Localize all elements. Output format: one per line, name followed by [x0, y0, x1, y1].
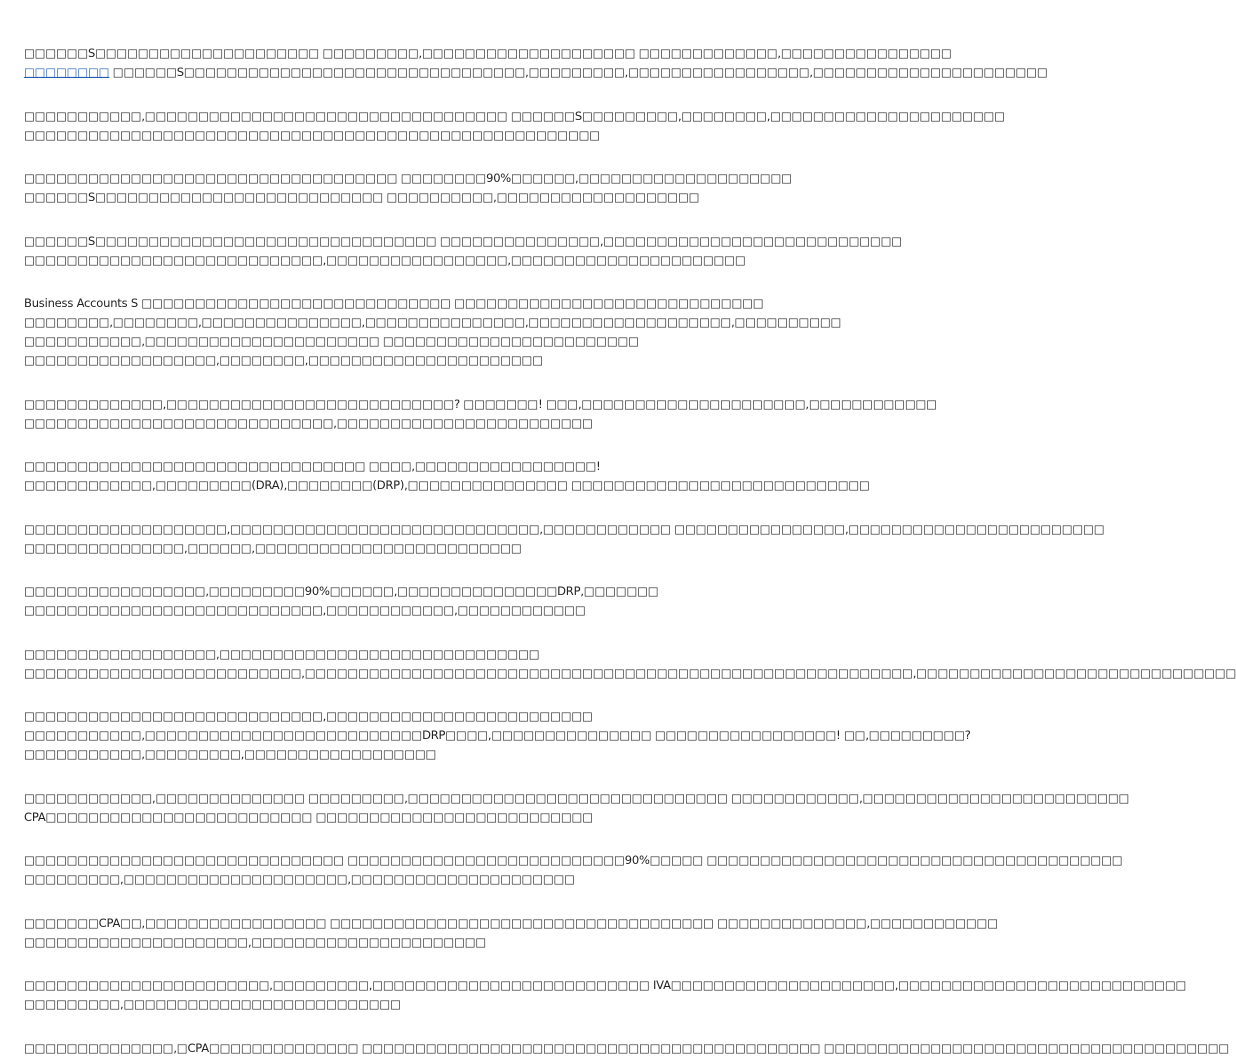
text-line: [24, 107, 1005, 126]
line-text: □□□□□□□□□□□,□□□□□□□□□□□□□□□□□□□□□□□□□□□□□□□□□□ □□□□□□S□□□□□□□□□,□□□□□□□□,□□□□□□□□□□□□□□□□□□□□□□: [24, 108, 1005, 123]
line-text: □□□□□□□□□□□□□□□□□□,□□□□□□□□□□□□□□□□□□□□□□□□□□□□□□: [24, 646, 540, 661]
text-line: [24, 351, 684, 370]
text-line: [24, 601, 684, 620]
text-line: [24, 582, 684, 601]
paragraph: [24, 707, 971, 764]
paragraph: [24, 645, 1236, 683]
line-text: □□□□□□□□□□□□□□□□□□□,□□□□□□□□□□□□□□□□□□□□□□□□□□□□□,□□□□□□□□□□□□ □□□□□□□□□□□□□□□□,□□□□□□□□□□□□□□□□□□□□□□□□: [24, 521, 1105, 536]
line-text: □□□□□□□□□□□□□□□□□□□□□□□□□□□□□□□□□□□ □□□□□□□□90%□□□□□□,□□□□□□□□□□□□□□□□□□□□: [24, 171, 792, 185]
line-text: □□□□□□□□□□□□□□□□□□□□□□□□□□□□□,□□□□□□□□□□□□□□□□□□□□□□□□: [24, 415, 593, 430]
text-line: [24, 313, 842, 332]
paragraph: [24, 1039, 1230, 1058]
line-text: □□□□□□S□□□□□□□□□□□□□□□□□□□□□□□□□□□□□□□□ □□□□□□□□□□□□□□□,□□□□□□□□□□□□□□□□□□□□□□□□□□□□: [24, 233, 902, 248]
line-text: CPA□□□□□□□□□□□□□□□□□□□□□□□□□ □□□□□□□□□□□□□□□□□□□□□□□□□□: [24, 809, 593, 824]
text-line: [24, 745, 684, 764]
text-line: [24, 251, 746, 270]
line-text: □□□□□□□□□□□□□□□□□□□□□□□□□□□□,□□□□□□□□□□□□□□□□□□□□□□□□□: [24, 709, 593, 723]
text-line: [24, 63, 1048, 82]
text-line: [24, 976, 1187, 995]
text-line: [24, 995, 684, 1014]
text-line: [24, 126, 684, 145]
paragraph: [24, 395, 937, 433]
text-line: [24, 914, 998, 933]
line-text: □□□□□□□□□□□,□□□□□□□□□□□□□□□□□□□□□□□□□□DRP□□□□,□□□□□□□□□□□□□□□ □□□□□□□□□□□□□□□□□! □□,□□□□□□□□□?: [24, 728, 971, 742]
paragraph: [24, 851, 1123, 889]
line-text: □□□□□□□□□□□□□□□□□□□□□□□□□□□□□□□□ □□□□,□□□□□□□□□□□□□□□□□!: [24, 459, 601, 473]
paragraph: [24, 457, 870, 495]
line-text: □□□□□□□□□□□□,□□□□□□□□□□□□□□ □□□□□□□□□,□□□□□□□□□□□□□□□□□□□□□□□□□□□□□□ □□□□□□□□□□□□,□□□□□□□□□□□□□□□□□□□□□□□□□: [24, 790, 1130, 805]
paragraph: [24, 294, 842, 370]
text-line: [24, 520, 1105, 539]
line-text: □□□□□□□CPA□□,□□□□□□□□□□□□□□□□□ □□□□□□□□□□□□□□□□□□□□□□□□□□□□□□□□□□□□ □□□□□□□□□□□□□□,□□□□□□□□□□□□: [24, 915, 998, 930]
text-line: [24, 294, 764, 313]
paragraph: [24, 914, 998, 952]
text-line: [24, 414, 684, 433]
text-line: [24, 232, 902, 251]
line-text: □□□□□□□□,□□□□□□□□,□□□□□□□□□□□□□□□,□□□□□□□□□□□□□□□,□□□□□□□□□□□□□□□□□□□,□□□□□□□□□□: [24, 315, 842, 329]
paragraph: [24, 232, 902, 270]
text-line: [24, 188, 700, 207]
text-line: [24, 726, 971, 745]
text-line: [24, 851, 1123, 870]
line-text: □□□□□□□□□□□□□□□□□□,□□□□□□□□,□□□□□□□□□□□□□□□□□□□□□□: [24, 353, 543, 367]
text-line: [24, 870, 684, 889]
line-text: □□□□□□□□□,□□□□□□□□□□□□□□□□□□□□□,□□□□□□□□□□□□□□□□□□□□□: [24, 872, 575, 886]
line-text: □□□□□□□□□□□,□□□□□□□□□□□□□□□□□□□□□□ □□□□□□□□□□□□□□□□□□□□□□□□: [24, 334, 639, 348]
line-text: □□□□□□□□□□□□□□□□□□□□□□□,□□□□□□□□□,□□□□□□□□□□□□□□□□□□□□□□□□□□ IVA□□□□□□□□□□□□□□□□□□□□□,□□□□□□□□□□□□□□□□□□□□□□□□□□□: [24, 978, 1187, 992]
paragraph: [24, 582, 684, 620]
line-text: □□□□□□□□□□□□□,□□□□□□□□□□□□□□□□□□□□□□□□□□□? □□□□□□□! □□□,□□□□□□□□□□□□□□□□□□□□□,□□□□□□□□□□□□: [24, 396, 937, 411]
paragraph: [24, 789, 1130, 827]
line-text: □□□□□□□□□□□□□□□,□□□□□□,□□□□□□□□□□□□□□□□□□□□□□□□□: [24, 540, 522, 555]
line-text: □□□□□□□□□□□□□□□□□□□□□□□□□□□□,□□□□□□□□□□□□,□□□□□□□□□□□□: [24, 603, 586, 617]
line-text: □□□□□□□□□□□□□□□□□□□□□□□□□□,□□□□□□□□□□□□□□□□□□□□□□□□□□□□□□□□□□□□□□□□□□□□□□□□□□□□□□□□□,□□□□□□□□□□□□□□□□□□□□□□□□□□□□□□: [24, 665, 1236, 680]
text-line: [24, 395, 937, 414]
text-line: [24, 789, 1130, 808]
text-line: [24, 808, 684, 827]
text-line: [24, 664, 1236, 683]
line-text: □□□□□□□□□□□□□□□□□□□□□,□□□□□□□□□□□□□□□□□□□□□□: [24, 934, 487, 949]
text-line: [24, 707, 684, 726]
line-text: □□□□□□S□□□□□□□□□□□□□□□□□□□□□□□□□□□ □□□□□□□□□□,□□□□□□□□□□□□□□□□□□□: [24, 190, 700, 204]
paragraph: [24, 976, 1187, 1014]
line-text: □□□□□□□□□□□□□□□□□□□□□□□□□□□□,□□□□□□□□□□□□□□□□□,□□□□□□□□□□□□□□□□□□□□□□: [24, 252, 746, 267]
line-text: □□□□□□□□□□□□□□□□□,□□□□□□□□□90%□□□□□□,□□□□□□□□□□□□□□□DRP,□□□□□□□: [24, 584, 659, 598]
text-line: [24, 44, 952, 63]
text-line: [24, 457, 684, 476]
paragraph: [24, 520, 1105, 558]
paragraph: [24, 44, 1048, 82]
text-line: [24, 645, 684, 664]
inline-link[interactable]: □□□□□□□□: [24, 65, 110, 79]
text-line: [24, 476, 870, 495]
text-line: [24, 332, 684, 351]
line-text: □□□□□□□□□□□□□□,□CPA□□□□□□□□□□□□□□ □□□□□□□□□□□□□□□□□□□□□□□□□□□□□□□□□□□□□□□□□□□ □□□□□□□□□□□□□□□□□□□□□□□□□□□□□□□□□□□□□□: [24, 1040, 1230, 1055]
line-text: Business Accounts S □□□□□□□□□□□□□□□□□□□□□□□□□□□□□ □□□□□□□□□□□□□□□□□□□□□□□□□□□□□: [24, 296, 764, 310]
line-text: □□□□□□□□□□□□□□□□□□□□□□□□□□□□□□□□□□□□□□□□□□□□□□□□□□□□□□: [24, 127, 600, 142]
line-text: □□□□□□□□□□□,□□□□□□□□□,□□□□□□□□□□□□□□□□□□: [24, 747, 437, 761]
text-line: [24, 169, 792, 188]
line-text: □□□□□□□□□□□□,□□□□□□□□□(DRA),□□□□□□□□(DRP),□□□□□□□□□□□□□□□ □□□□□□□□□□□□□□□□□□□□□□□□□□□□: [24, 478, 870, 492]
line-text: □□□□□□□□□□□□□□□□□□□□□□□□□□□□□□ □□□□□□□□□□□□□□□□□□□□□□□□□□90%□□□□□ □□□□□□□□□□□□□□□□□□□□□□□□□□□□□□□□□□□□□□□: [24, 853, 1123, 867]
line-text: □□□□□□S□□□□□□□□□□□□□□□□□□□□□□□□□□□□□□□□,□□□□□□□□□,□□□□□□□□□□□□□□□□□,□□□□□□□□□□□□□□□□□□□□□□: [109, 65, 1048, 79]
paragraph: [24, 107, 1005, 145]
line-text: □□□□□□□□□,□□□□□□□□□□□□□□□□□□□□□□□□□□: [24, 997, 401, 1011]
text-line: [24, 539, 684, 558]
text-line: [24, 1039, 1230, 1058]
text-line: [24, 933, 684, 952]
paragraph: [24, 169, 792, 207]
line-text: □□□□□□S□□□□□□□□□□□□□□□□□□□□□ □□□□□□□□□,□□□□□□□□□□□□□□□□□□□□ □□□□□□□□□□□□□,□□□□□□□□□□□□□□□□: [24, 46, 952, 60]
